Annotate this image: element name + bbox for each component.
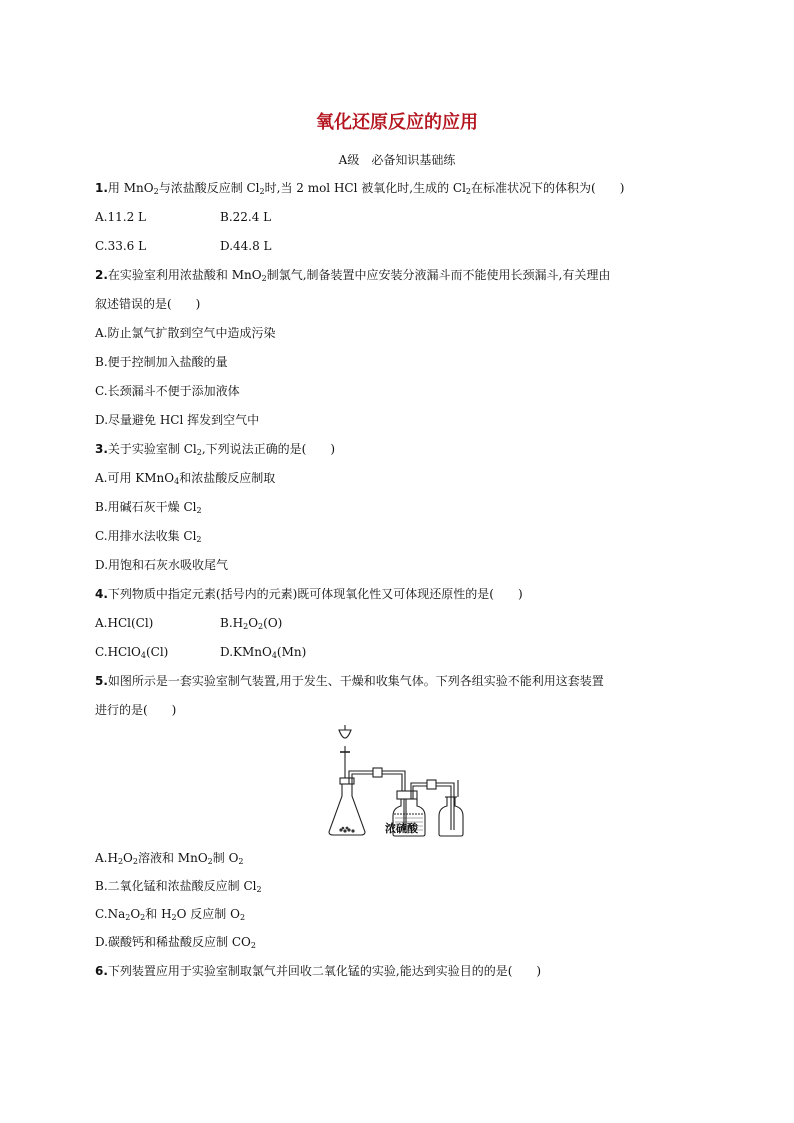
question-2-option-b: B.便于控制加入盐酸的量 xyxy=(95,355,228,369)
question-4-option-a: A.HCl(Cl) xyxy=(95,616,154,630)
question-5-stem-line2: 进行的是( ) xyxy=(95,703,177,717)
question-4-option-b: $B.H_2O_2(O)$ xyxy=(220,616,283,631)
question-5-option-c: $C.Na_2O_2$和 $H_2O$ 反应制 $O_2$ xyxy=(95,907,246,922)
question-3-stem: 3.关于实验室制 $Cl_2$,下列说法正确的是( ) xyxy=(95,442,336,457)
question-1-option-c: C.33.6 L xyxy=(95,239,147,253)
question-2-option-c: C.长颈漏斗不便于添加液体 xyxy=(95,384,240,398)
question-2-stem: 2.在实验室利用浓盐酸和 MnO$_2$制氯气,制备装置中应安装分液漏斗而不能使用长颈漏斗,有关理由 xyxy=(95,268,611,283)
delivery-tube-2 xyxy=(413,786,451,830)
question-1-option-b: B.22.4 L xyxy=(220,210,272,224)
question-1-stem: 1.用 MnO$_2$与浓盐酸反应制 $Cl_2$时,当 2 mol HCl 被氧化时,生成的 $Cl_2$在标准状况下的体积为( ) xyxy=(95,181,625,196)
question-3-option-b: B.用碱石灰干燥 $Cl_2$ xyxy=(95,500,202,515)
question-5-option-b: B.二氧化锰和浓盐酸反应制 $Cl_2$ xyxy=(95,879,262,894)
question-1-option-d: D.44.8 L xyxy=(220,239,272,253)
question-2-option-a: A.防止氯气扩散到空气中造成污染 xyxy=(95,326,276,340)
question-2-stem-line2: 叙述错误的是( ) xyxy=(95,297,201,311)
question-4-option-c: C.HClO$_4$(Cl) xyxy=(95,645,169,660)
question-3-option-a: A.可用 KMnO$_4$和浓盐酸反应制取 xyxy=(95,471,276,486)
question-3-option-d: D.用饱和石灰水吸收尾气 xyxy=(95,558,229,572)
question-5-option-a: $A.H_2O_2$溶液和 MnO$_2$制 $O_2$ xyxy=(95,851,244,866)
question-1-option-a: A.11.2 L xyxy=(95,210,146,224)
question-5-option-d: D.碳酸钙和稀盐酸反应制 $CO_2$ xyxy=(95,935,256,950)
question-4-stem: 4.下列物质中指定元素(括号内的元素)既可体现氧化性又可体现还原性的是( ) xyxy=(95,587,523,601)
page-title: 氧化还原反应的应用 xyxy=(316,112,478,133)
section-subtitle: A级 必备知识基础练 xyxy=(338,153,456,167)
question-4-option-d: D.KMnO$_4$(Mn) xyxy=(220,645,307,660)
figure-caption: 浓硫酸 xyxy=(385,822,418,835)
question-3-option-c: C.用排水法收集 $Cl_2$ xyxy=(95,529,202,544)
question-6-stem: 6.下列装置应用于实验室制取氯气并回收二氧化锰的实验,能达到实验目的的是( ) xyxy=(95,964,542,978)
question-5-stem: 5.如图所示是一套实验室制气装置,用于发生、干燥和收集气体。下列各组实验不能利用这套装置 xyxy=(95,674,604,688)
question-2-option-d: D.尽量避免 HCl 挥发到空气中 xyxy=(95,413,260,427)
